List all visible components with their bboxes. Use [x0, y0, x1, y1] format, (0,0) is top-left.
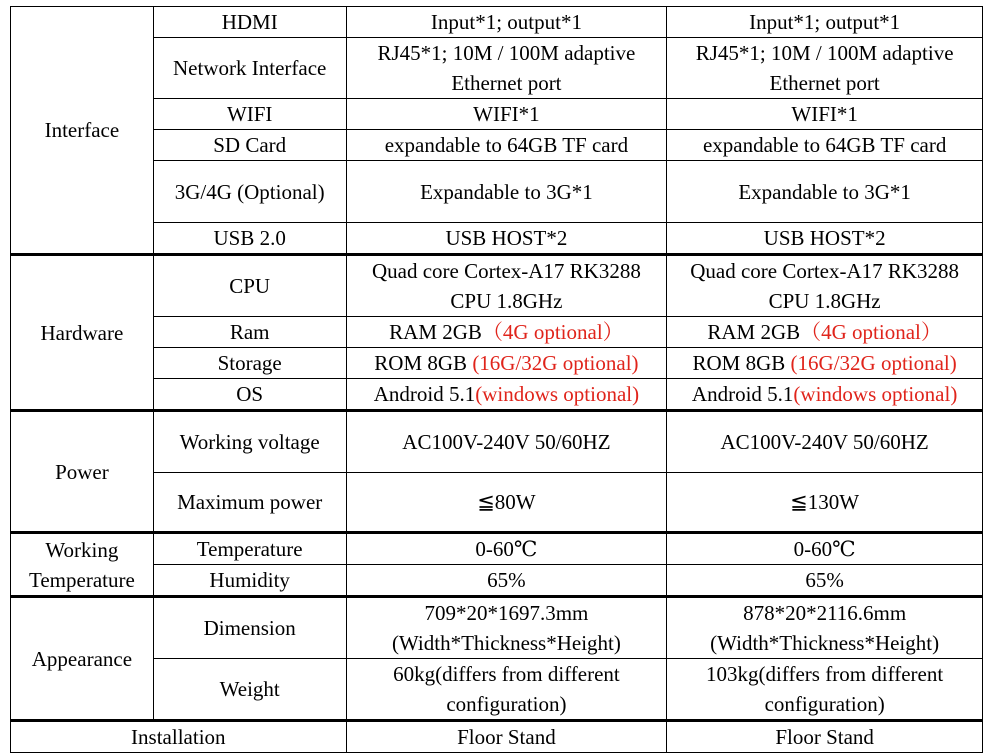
category-interface: Interface [11, 7, 154, 255]
table-row [11, 379, 983, 411]
row-label-dimension: Dimension [153, 597, 346, 659]
value-weight-2 [667, 659, 983, 721]
value-text: ROM 8GB [374, 351, 473, 375]
value-line: 60kg(differs from different [393, 662, 620, 686]
value-line: RJ45*1; 10M / 100M adaptive [377, 41, 636, 65]
value-line: 103kg(differs from different [706, 662, 944, 686]
value-temperature-2: 0-60℃ [667, 533, 983, 565]
value-line: configuration) [764, 692, 885, 716]
table-row [11, 7, 983, 38]
value-hdmi-1: Input*1; output*1 [346, 7, 667, 38]
value-text: Android 5.1 [373, 382, 476, 406]
value-installation-2: Floor Stand [667, 721, 983, 753]
value-cpu-1 [346, 255, 667, 317]
value-text: RAM 2GB [707, 320, 801, 344]
value-voltage-1: AC100V-240V 50/60HZ [346, 411, 667, 473]
table-row [11, 721, 983, 753]
value-dimension-2 [667, 597, 983, 659]
table-row [11, 565, 983, 597]
row-label-installation: Installation [11, 721, 347, 753]
value-text: Android 5.1 [691, 382, 794, 406]
value-line: Ethernet port [451, 71, 562, 95]
category-line: Temperature [28, 567, 135, 592]
value-usb-2: USB HOST*2 [667, 223, 983, 255]
value-sd-2: expandable to 64GB TF card [667, 130, 983, 161]
row-label-weight: Weight [153, 659, 346, 721]
row-label-network-interface: Network Interface [153, 38, 346, 99]
value-3g4g-1: Expandable to 3G*1 [346, 161, 667, 223]
optional-note: (16G/32G optional) [790, 351, 957, 375]
value-hdmi-2: Input*1; output*1 [667, 7, 983, 38]
optional-note: (windows optional) [475, 382, 640, 406]
category-working-temperature [11, 533, 154, 597]
value-line: Quad core Cortex-A17 RK3288 [690, 259, 960, 283]
value-line: configuration) [446, 692, 567, 716]
optional-note: （4G optional） [481, 320, 624, 344]
value-line: 878*20*2116.6mm [743, 601, 907, 625]
value-dimension-1 [346, 597, 667, 659]
value-3g4g-2: Expandable to 3G*1 [667, 161, 983, 223]
value-line: CPU 1.8GHz [450, 289, 563, 313]
value-wifi-2: WIFI*1 [667, 99, 983, 130]
row-label-maximum-power: Maximum power [153, 473, 346, 533]
value-humidity-1: 65% [346, 565, 667, 597]
value-line: CPU 1.8GHz [768, 289, 881, 313]
row-label-wifi: WIFI [153, 99, 346, 130]
value-humidity-2: 65% [667, 565, 983, 597]
table-row [11, 255, 983, 317]
row-label-humidity: Humidity [153, 565, 346, 597]
value-network-2 [667, 38, 983, 99]
value-maxpower-1: ≦80W [346, 473, 667, 533]
row-label-hdmi: HDMI [153, 7, 346, 38]
value-weight-1 [346, 659, 667, 721]
row-label-cpu: CPU [153, 255, 346, 317]
row-label-os: OS [153, 379, 346, 411]
optional-note: （4G optional） [800, 320, 942, 344]
row-label-3g4g: 3G/4G (Optional) [153, 161, 346, 223]
table-row [11, 348, 983, 379]
table-row [11, 161, 983, 223]
table-row [11, 533, 983, 565]
value-os-2 [667, 379, 983, 411]
table-row [11, 38, 983, 99]
value-ram-2 [667, 317, 983, 348]
value-wifi-1: WIFI*1 [346, 99, 667, 130]
value-ram-1 [346, 317, 667, 348]
row-label-temperature: Temperature [153, 533, 346, 565]
table-row [11, 317, 983, 348]
value-usb-1: USB HOST*2 [346, 223, 667, 255]
value-maxpower-2: ≦130W [667, 473, 983, 533]
optional-note: (16G/32G optional) [472, 351, 639, 375]
optional-note: (windows optional) [793, 382, 958, 406]
category-power: Power [11, 411, 154, 533]
category-appearance: Appearance [11, 597, 154, 721]
value-installation-1: Floor Stand [346, 721, 667, 753]
value-cpu-2 [667, 255, 983, 317]
category-hardware: Hardware [11, 255, 154, 411]
row-label-working-voltage: Working voltage [153, 411, 346, 473]
value-text: ROM 8GB [692, 351, 791, 375]
value-network-1 [346, 38, 667, 99]
spec-table [10, 6, 983, 753]
table-row [11, 659, 983, 721]
value-line: 709*20*1697.3mm [424, 601, 589, 625]
value-voltage-2: AC100V-240V 50/60HZ [667, 411, 983, 473]
value-os-1 [346, 379, 667, 411]
value-sd-1: expandable to 64GB TF card [346, 130, 667, 161]
value-line: Quad core Cortex-A17 RK3288 [371, 259, 641, 283]
row-label-storage: Storage [153, 348, 346, 379]
value-line: RJ45*1; 10M / 100M adaptive [695, 41, 954, 65]
value-line: (Width*Thickness*Height) [710, 631, 940, 655]
table-row [11, 130, 983, 161]
table-row [11, 223, 983, 255]
table-row [11, 99, 983, 130]
row-label-usb: USB 2.0 [153, 223, 346, 255]
table-row [11, 411, 983, 473]
row-label-sd-card: SD Card [153, 130, 346, 161]
table-row [11, 597, 983, 659]
category-line: Working [45, 537, 119, 562]
value-text: RAM 2GB [389, 320, 482, 344]
value-storage-2 [667, 348, 983, 379]
value-line: (Width*Thickness*Height) [391, 631, 621, 655]
row-label-ram: Ram [153, 317, 346, 348]
value-line: Ethernet port [769, 71, 880, 95]
value-storage-1 [346, 348, 667, 379]
value-temperature-1: 0-60℃ [346, 533, 667, 565]
table-row [11, 473, 983, 533]
